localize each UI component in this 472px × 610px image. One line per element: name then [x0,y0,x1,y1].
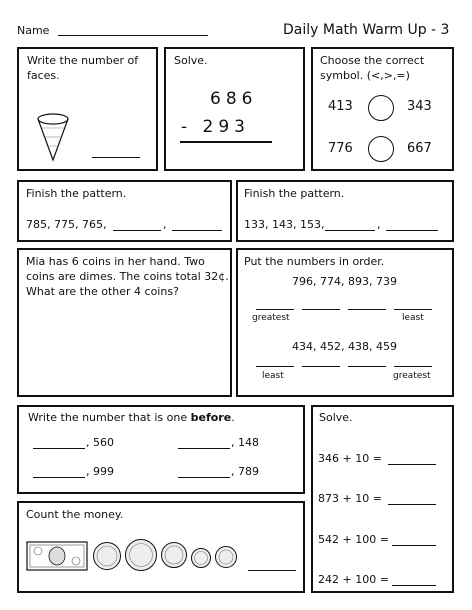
money-label: Count the money. [26,508,124,521]
name-blank[interactable] [58,35,208,36]
order-set1-blank4[interactable] [394,309,432,310]
order-set2-left-label: least [262,371,284,381]
compare-row1-right: 343 [407,99,432,114]
word-problem-line1: Mia has 6 coins in her hand. Two [26,255,205,268]
compare-row2-left: 776 [328,141,353,156]
order-set1-blank1[interactable] [256,309,294,310]
add-blank-3[interactable] [392,545,436,546]
add-blank-2[interactable] [388,504,436,505]
quarter-coin-icon-2 [160,541,188,569]
subtract-top-number: 686 [210,89,258,109]
before-label-text: Write the number that is one [28,411,191,424]
order-set1-left-label: greatest [252,313,290,323]
pattern1-label: Finish the pattern. [26,187,127,200]
add-problem-1: 346 + 10 = [318,452,382,465]
money-answer-blank[interactable] [248,570,296,571]
pattern1-blank2[interactable] [172,230,222,231]
pattern2-blank2[interactable] [386,230,438,231]
word-problem-line2: coins are dimes. The coins total 32¢. [26,270,229,283]
page-title: Daily Math Warm Up - 3 [283,22,450,38]
faces-prompt-line2: faces. [27,69,60,82]
pattern1-blank1[interactable] [113,230,161,231]
compare-label-line1: Choose the correct [320,54,425,67]
pattern1-sep: , [163,218,167,231]
before-blank-c[interactable] [33,477,85,478]
quarter-coin-icon [92,541,122,571]
dollar-bill-icon [26,541,88,571]
before-label-end: . [231,411,235,424]
word-problem-line3: What are the other 4 coins? [26,285,179,298]
compare-row2-right: 667 [407,141,432,156]
penny-coin-icon [214,545,238,569]
before-blank-d[interactable] [178,477,230,478]
subtract-label: Solve. [174,54,208,67]
cone-icon [36,112,70,162]
before-label-bold: before [190,411,232,424]
before-blank-b[interactable] [178,448,230,449]
add-label: Solve. [319,411,353,424]
add-problem-2: 873 + 10 = [318,492,382,505]
order-set2-blank3[interactable] [348,366,386,367]
order-label: Put the numbers in order. [244,255,385,268]
before-blank-a[interactable] [33,448,85,449]
order-set1: 796, 774, 893, 739 [292,275,397,288]
compare-row1-circle[interactable] [368,95,394,121]
pattern2-sep: , [377,218,381,231]
faces-prompt-line1: Write the number of [27,54,139,67]
half-dollar-coin-icon [124,538,158,572]
order-set2: 434, 452, 438, 459 [292,340,397,353]
add-problem-3: 542 + 100 = [318,533,389,546]
add-blank-1[interactable] [388,464,436,465]
pattern2-label: Finish the pattern. [244,187,345,200]
pattern2-sequence: 133, 143, 153, [244,218,325,231]
pattern2-blank1[interactable] [325,230,375,231]
subtract-answer-line [180,141,272,143]
faces-answer-blank[interactable] [92,157,140,158]
nickel-coin-icon [190,547,212,569]
before-b: , 148 [231,436,259,449]
add-blank-4[interactable] [392,585,436,586]
order-set1-blank2[interactable] [302,309,340,310]
compare-row1-left: 413 [328,99,353,114]
pattern1-sequence: 785, 775, 765, [26,218,107,231]
compare-label-line2: symbol. (<,>,=) [320,69,410,82]
subtract-bottom-number: - 293 [181,117,250,137]
name-label: Name [17,24,50,37]
order-set2-blank4[interactable] [394,366,432,367]
order-set2-blank2[interactable] [302,366,340,367]
add-problem-4: 242 + 100 = [318,573,389,586]
order-set2-blank1[interactable] [256,366,294,367]
before-label [28,411,235,425]
before-d: , 789 [231,465,259,478]
order-set2-right-label: greatest [393,371,431,381]
before-a: , 560 [86,436,114,449]
compare-row2-circle[interactable] [368,136,394,162]
order-set1-blank3[interactable] [348,309,386,310]
before-c: , 999 [86,465,114,478]
order-set1-right-label: least [402,313,424,323]
